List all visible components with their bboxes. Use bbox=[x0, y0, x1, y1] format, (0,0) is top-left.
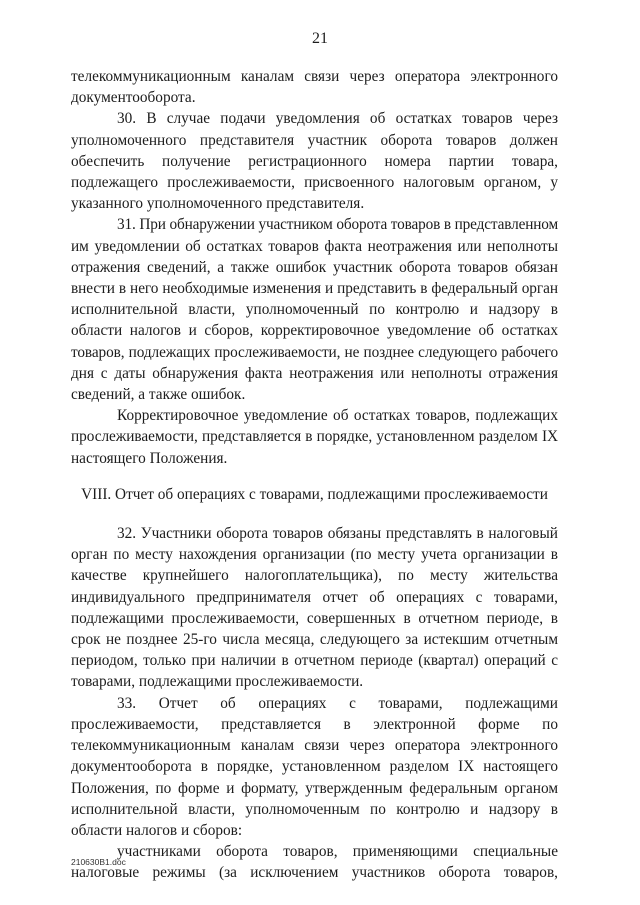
paragraph-33 bbox=[71, 693, 558, 841]
paragraph-31 bbox=[71, 214, 558, 405]
text-line: Положения, по форме и формату, утвержденным федеральным органом bbox=[71, 779, 558, 797]
text-line: внести в него необходимые изменения и представить в федеральный орган bbox=[71, 280, 558, 298]
text-line: телекоммуникационным каналам связи через оператора электронного bbox=[71, 68, 558, 85]
text-line: 33. Отчет об операциях с товарами, подлежащими bbox=[117, 694, 558, 712]
paragraph-30 bbox=[71, 108, 558, 214]
text-line: телекоммуникационным каналам связи через оператора электронного bbox=[71, 737, 558, 755]
section-heading: VIII. Отчет об операциях с товарами, подлежащими прослеживаемости bbox=[81, 485, 548, 503]
text-line: им уведомлении об остатках товаров факта неотражения или неполноты bbox=[71, 237, 558, 255]
text-line: индивидуального предпринимателя отчет об операциях с товарами, bbox=[71, 588, 558, 606]
text-line: подлежащего прослеживаемости, присвоенного налоговым органом, у bbox=[71, 174, 558, 192]
text-line: исполнительной власти, уполномоченным по контролю и надзору в bbox=[71, 800, 558, 818]
text-line: товарами, подлежащими прослеживаемости. bbox=[71, 673, 364, 691]
text-line: 30. В случае подачи уведомления об остатках товаров через bbox=[117, 110, 558, 128]
text-line: 32. Участники оборота товаров обязаны представлять в налоговый bbox=[117, 525, 558, 543]
text-line: документооборота в порядке, установленном разделом IX настоящего bbox=[71, 758, 558, 776]
text-line: Корректировочное уведомление об остатках товаров, подлежащих bbox=[117, 407, 558, 425]
text-line: настоящего Положения. bbox=[71, 449, 228, 467]
text-line: отражения сведений, а также ошибок участник оборота товаров обязан bbox=[71, 258, 558, 276]
text-line: области налогов и сборов, корректировочное уведомление об остатках bbox=[71, 322, 558, 340]
text-line: налоговые режимы (за исключением участников оборота товаров, bbox=[71, 864, 558, 882]
text-line: дня с даты обнаружения факта неотражения или неполноты отражения bbox=[71, 364, 558, 382]
text-line: прослеживаемости, представляется в порядке, установленном разделом IX bbox=[71, 428, 558, 446]
paragraph-continuation bbox=[71, 66, 558, 108]
text-line: сведений, а также ошибок. bbox=[71, 386, 246, 404]
text-line: орган по месту нахождения организации (по месту учета организации в bbox=[71, 546, 558, 564]
text-line: качестве крупнейшего налогоплательщика), по месту жительства bbox=[71, 567, 558, 585]
text-line: подлежащими прослеживаемости, совершенных в отчетном периоде, в bbox=[71, 609, 558, 627]
text-line: участниками оборота товаров, применяющими специальные bbox=[117, 843, 558, 861]
text-line: исполнительной власти, уполномоченный по контролю и надзору в bbox=[71, 301, 558, 319]
page-number: 21 bbox=[312, 30, 328, 47]
text-line: обеспечить получение регистрационного номера партии товара, bbox=[71, 152, 558, 170]
text-line: периодом, только при наличии в отчетном периоде (квартал) операций с bbox=[71, 652, 558, 670]
text-line: срок не позднее 25-го числа месяца, следующего за истекшим отчетным bbox=[71, 631, 558, 649]
footer-filename: 210630B1.doc bbox=[71, 857, 126, 867]
paragraph-32 bbox=[71, 523, 558, 693]
paragraph-33-list bbox=[71, 841, 558, 883]
text-line: 31. При обнаружении участником оборота товаров в представленном bbox=[117, 216, 559, 234]
text-line: документооборота. bbox=[71, 89, 196, 107]
paragraph-31-correction bbox=[71, 405, 558, 469]
text-line: уполномоченного представителя участник оборота товаров должен bbox=[71, 131, 558, 149]
document-body bbox=[71, 66, 558, 884]
text-line: прослеживаемости, представляется в электронной форме по bbox=[71, 715, 558, 733]
text-line: области налогов и сборов: bbox=[71, 821, 243, 839]
text-line: указанного уполномоченного представителя. bbox=[71, 195, 365, 213]
text-line: товаров, подлежащих прослеживаемости, не позднее следующего рабочего bbox=[71, 343, 558, 361]
